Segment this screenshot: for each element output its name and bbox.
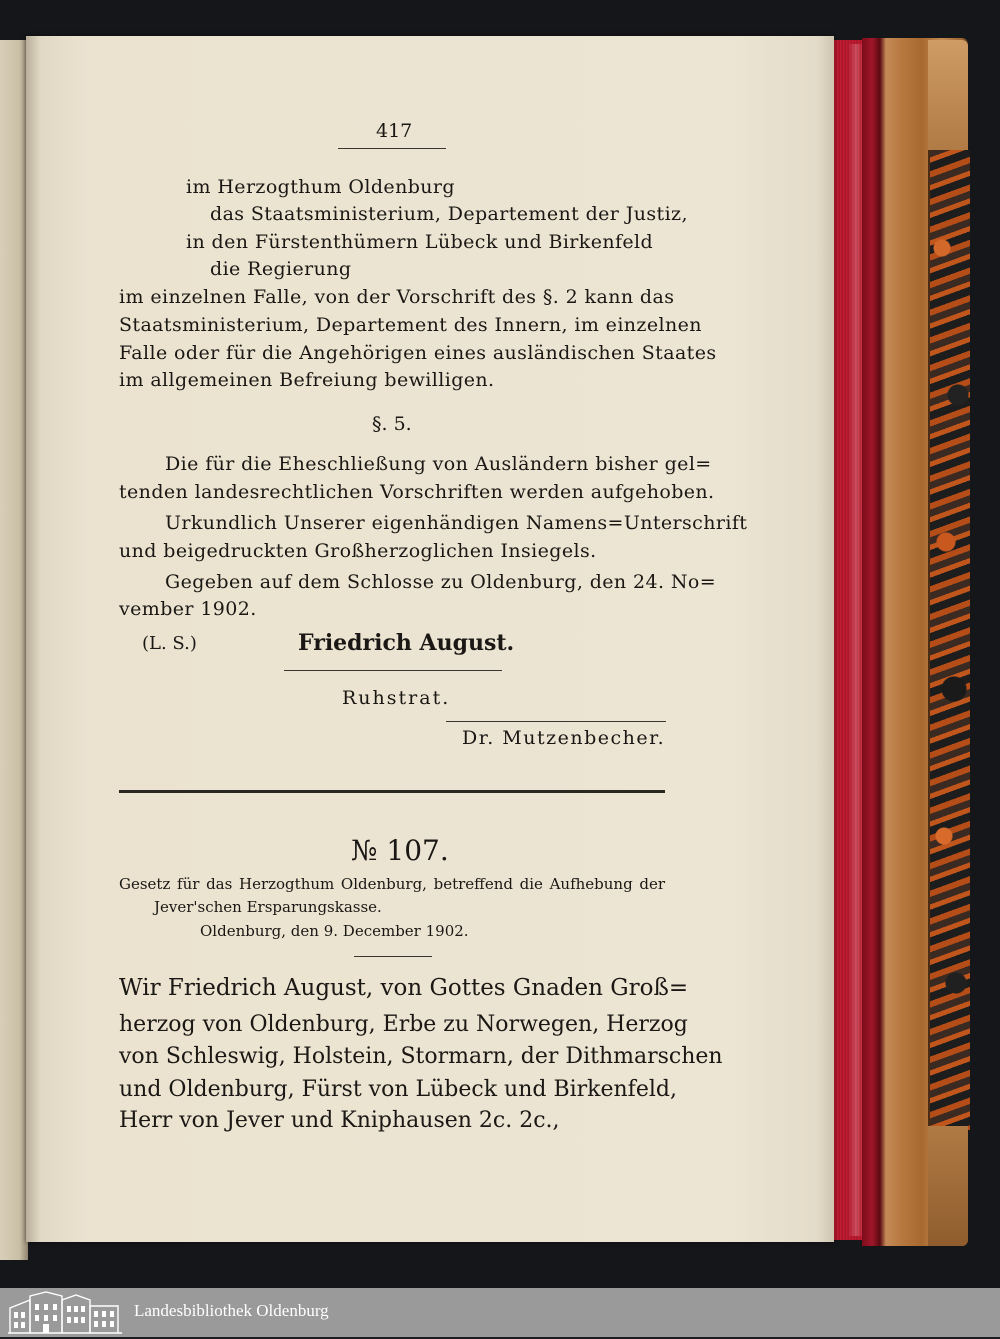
preamble-line: Wir Friedrich August, von Gottes Gnaden Groß= [119, 975, 689, 1001]
preamble-line: von Schleswig, Holstein, Stormarn, der Dithmarschen [119, 1044, 723, 1069]
text-line: Die für die Eheschließung von Ausländern bisher gel= [165, 453, 712, 475]
text-line: im Herzogthum Oldenburg [186, 176, 455, 198]
preamble-line: Herr von Jever und Kniphausen 2c. 2c., [119, 1108, 560, 1133]
text-line: im einzelnen Falle, von der Vorschrift des §. 2 kann das [119, 286, 675, 308]
law-title-line: Jever'schen Ersparungskasse. [154, 898, 382, 916]
text-line: vember 1902. [119, 598, 257, 620]
signature-main: Friedrich August. [298, 630, 515, 656]
page-number: 417 [376, 120, 413, 142]
library-name: Landesbibliothek Oldenburg [134, 1301, 329, 1320]
signature-third: Dr. Mutzenbecher. [462, 727, 666, 749]
library-building-icon [6, 1290, 124, 1335]
cover-marbled-paper [928, 150, 970, 1130]
page-number-rule [338, 148, 446, 149]
law-number: № 107. [351, 834, 449, 867]
text-line: Gegeben auf dem Schlosse zu Oldenburg, den 24. No= [165, 571, 717, 593]
signature-rule [446, 721, 666, 722]
text-line: und beigedruckten Großherzoglichen Insiegels. [119, 540, 597, 562]
section-heading: §. 5. [372, 413, 412, 435]
signature-rule [284, 670, 502, 671]
law-rule [354, 956, 432, 957]
text-line: in den Fürstenthümern Lübeck und Birkenfeld [186, 231, 654, 253]
text-line: das Staatsministerium, Departement der Justiz, [210, 203, 688, 225]
cover-leather-corner-top [928, 40, 968, 152]
text-line: die Regierung [210, 258, 352, 280]
signature-second: Ruhstrat. [342, 687, 451, 709]
text-line: Staatsministerium, Departement des Innern, im einzelnen [119, 314, 702, 336]
law-title-line: Gesetz für das Herzogthum Oldenburg, betreffend die Aufhebung der [119, 875, 665, 893]
text-line: im allgemeinen Befreiung bewilligen. [119, 369, 495, 391]
law-date: Oldenburg, den 9. December 1902. [200, 922, 469, 940]
cover-leather-corner-bottom [928, 1126, 968, 1246]
text-line: tenden landesrechtlichen Vorschriften werden aufgehoben. [119, 481, 715, 503]
preamble-line: und Oldenburg, Fürst von Lübeck und Birkenfeld, [119, 1077, 677, 1102]
text-line: Urkundlich Unserer eigenhändigen Namens=Unterschrift [165, 512, 748, 534]
section-divider [119, 790, 665, 793]
left-page-edge [0, 40, 28, 1260]
preamble-line: herzog von Oldenburg, Erbe zu Norwegen, Herzog [119, 1012, 688, 1037]
seal-mark: (L. S.) [142, 633, 197, 654]
text-line: Falle oder für die Angehörigen eines ausländischen Staates [119, 342, 717, 364]
